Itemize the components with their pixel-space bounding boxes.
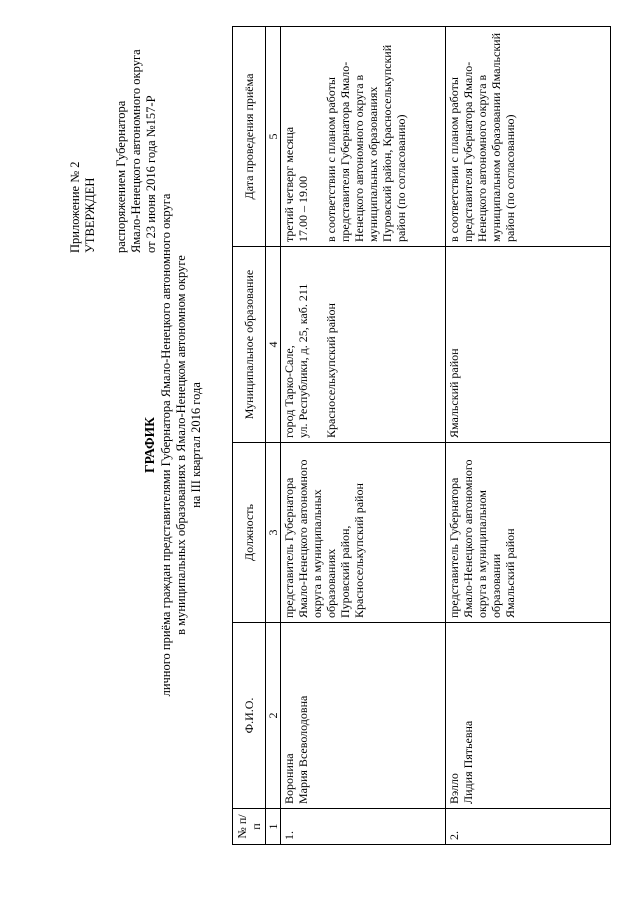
- heading-line-1: личного приёма граждан представителями Губернатора Ямало-Ненецкого автономного округа: [159, 193, 173, 697]
- column-number: 3: [266, 443, 281, 623]
- row-position: представитель Губернатора Ямало-Ненецкого автономного округа в муниципальных образованиях Пуровский район, Красноселькупский район: [281, 443, 446, 623]
- order-label: распоряжением Губернатора: [114, 100, 128, 253]
- column-number: 4: [266, 247, 281, 443]
- row-municipality: Ямальский район: [446, 247, 611, 443]
- row-position: представитель Губернатора Ямало-Ненецкого автономного округа в муниципальном образовании Ямальский район: [446, 443, 611, 623]
- header-position: Должность: [233, 443, 266, 623]
- heading-line-2: в муниципальных образованиях в Ямало-Ненецком автономном округе: [174, 255, 188, 635]
- header-row: [233, 27, 266, 845]
- table-row: [446, 27, 611, 845]
- header-municipality: Муниципальное образование: [233, 247, 266, 443]
- row-fio: Вэлло Лидия Пятьевна: [446, 623, 611, 809]
- document-heading: [142, 185, 204, 705]
- header-number: № п/п: [233, 809, 266, 845]
- column-number-row: [266, 27, 281, 845]
- row-date: в соответствии с планом работы представителя Губернатора Ямало-Ненецкого автономного округа в муниципальном образовании Ямальский район (по согласованию): [446, 27, 611, 247]
- column-number: 2: [266, 623, 281, 809]
- row-number: 2.: [446, 809, 611, 845]
- header-date: Дата проведения приёма: [233, 27, 266, 247]
- table-row: [281, 27, 446, 845]
- document-title: ГРАФИК: [142, 417, 157, 473]
- order-date: от 23 июня 2016 года №157-Р: [144, 95, 158, 253]
- region-label: Ямало-Ненецкого автономного округа: [129, 49, 143, 253]
- row-date: третий четверг месяца 17.00 – 19.00 в соответствии с планом работы представителя Губернатора Ямало-Ненецкого автономного округа в муниципальных образованиях Пуровский район, Красноселькупский район (по согласованию): [281, 27, 446, 247]
- column-number: 1: [266, 809, 281, 845]
- appendix-label: Приложение № 2: [68, 161, 82, 253]
- approved-label: УТВЕРЖДЕН: [83, 177, 97, 253]
- row-number: 1.: [281, 809, 446, 845]
- row-fio: Воронина Мария Всеволодовна: [281, 623, 446, 809]
- schedule-table: [232, 26, 611, 845]
- header-fio: Ф.И.О.: [233, 623, 266, 809]
- column-number: 5: [266, 27, 281, 247]
- row-municipality: город Тарко-Сале, ул. Республики, д. 25, каб. 211 Красноселькупский район: [281, 247, 446, 443]
- heading-line-3: на III квартал 2016 года: [189, 382, 203, 508]
